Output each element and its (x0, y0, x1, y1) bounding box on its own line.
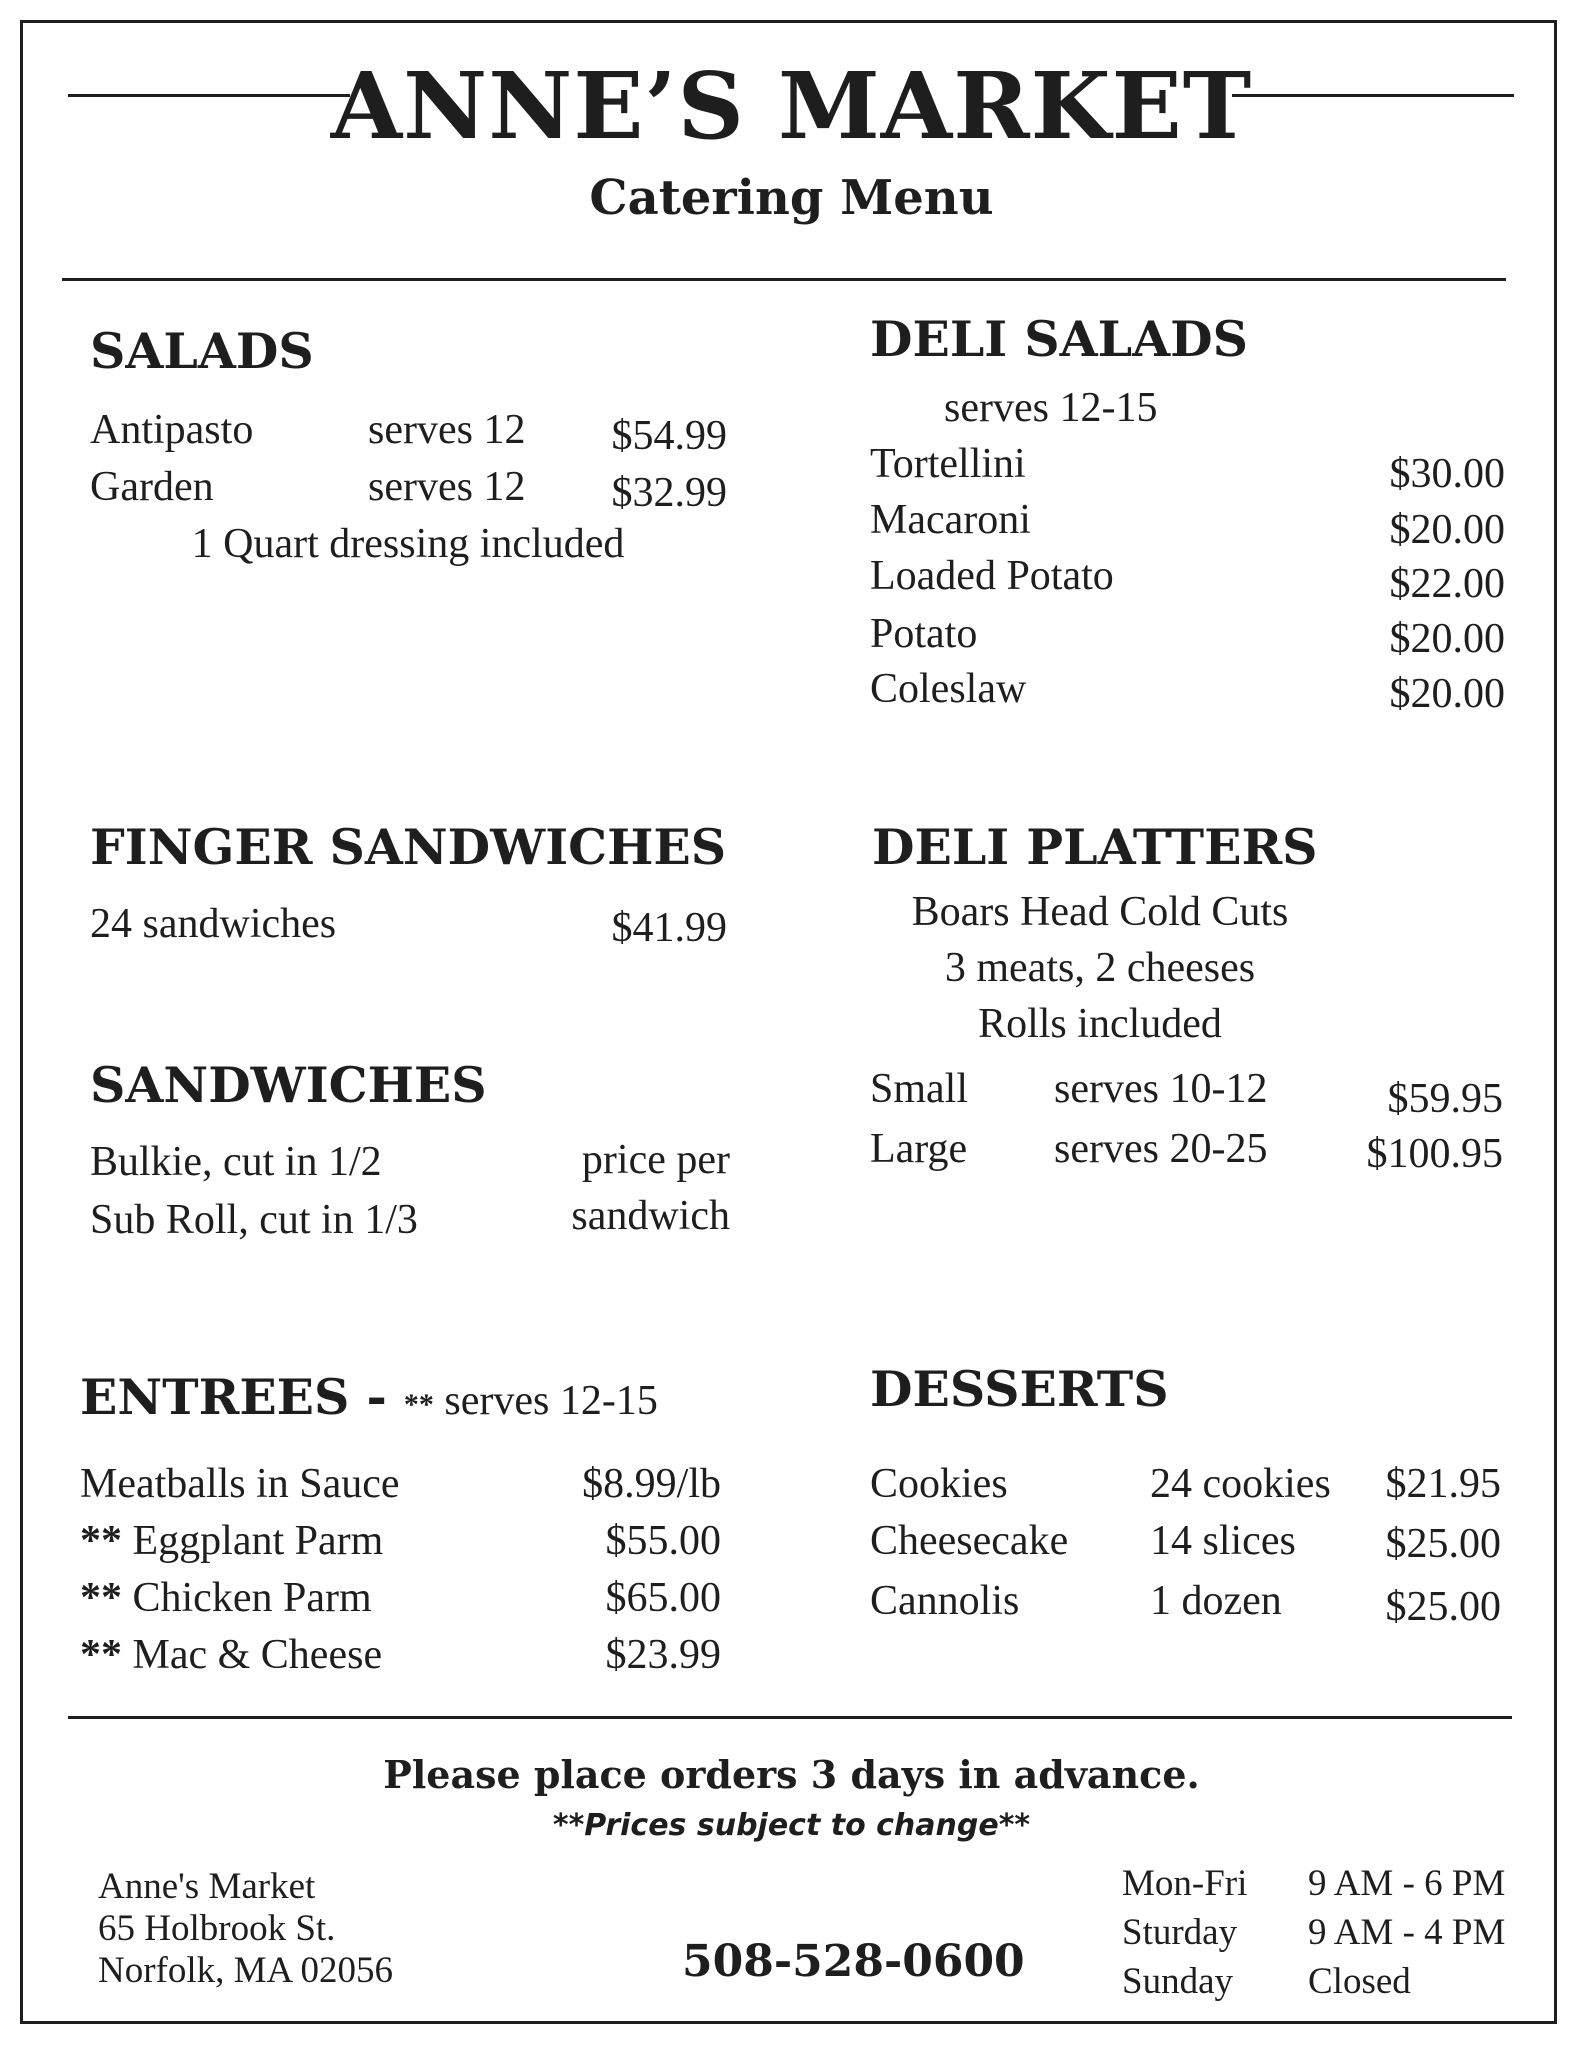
menu-item-price: $30.00 (1389, 451, 1505, 497)
entrees-note-stars: ** (403, 1388, 434, 1421)
salads-note: 1 Quart dressing included (191, 521, 625, 567)
section-heading-deli-salads: DELI SALADS (870, 310, 1249, 368)
page-title: ANNE’S MARKET (330, 52, 1253, 160)
section-heading-sandwiches: SANDWICHES (90, 1056, 487, 1114)
menu-item-qty: 1 dozen (1150, 1578, 1282, 1624)
entrees-note (404, 1378, 658, 1424)
menu-item-name: Cheesecake (870, 1518, 1069, 1564)
header-divider (62, 278, 1506, 281)
menu-item-price: $32.99 (611, 470, 727, 516)
entree-name: Eggplant Parm (132, 1518, 384, 1564)
menu-item-name: Coleslaw (870, 666, 1027, 712)
menu-item-name (80, 1460, 400, 1508)
menu-item-name: Tortellini (870, 441, 1026, 487)
menu-item-price: $21.95 (1385, 1461, 1501, 1507)
sandwiches-price-note: price per (581, 1137, 730, 1183)
menu-item-name: Small (870, 1066, 969, 1112)
menu-item-name (80, 1574, 372, 1622)
menu-item-price: $55.00 (605, 1518, 721, 1564)
entree-name: Chicken Parm (132, 1575, 372, 1621)
menu-item-qty: 14 slices (1150, 1518, 1296, 1564)
menu-item-price: $20.00 (1389, 671, 1505, 717)
menu-item-name: Macaroni (870, 497, 1031, 543)
entree-name: Mac & Cheese (132, 1632, 383, 1678)
menu-item-name: Potato (870, 611, 978, 657)
store-address (98, 1866, 393, 1992)
menu-item-name: Sub Roll, cut in 1/3 (90, 1197, 418, 1243)
menu-item-name: Bulkie, cut in 1/2 (90, 1139, 382, 1185)
section-heading-deli-platters: DELI PLATTERS (872, 818, 1318, 876)
menu-item-price: $8.99/lb (582, 1461, 721, 1507)
menu-item-name: Large (870, 1126, 968, 1172)
hours-time: 9 AM - 4 PM (1308, 1912, 1506, 1953)
entree-stars: ** (80, 1518, 122, 1564)
entree-stars: ** (80, 1575, 122, 1621)
page-subtitle: Catering Menu (589, 170, 994, 226)
order-notice: Please place orders 3 days in advance. (383, 1752, 1200, 1797)
menu-item-name (80, 1517, 383, 1565)
menu-item-price: $20.00 (1389, 507, 1505, 553)
entree-stars: ** (80, 1632, 122, 1678)
menu-item-name: Garden (90, 464, 214, 510)
hours-time: 9 AM - 6 PM (1308, 1863, 1506, 1904)
hours-time: Closed (1308, 1961, 1411, 2002)
menu-item-price: $22.00 (1389, 561, 1505, 607)
menu-item-price: $65.00 (605, 1575, 721, 1621)
menu-item-name: Cannolis (870, 1578, 1020, 1624)
address-line: Norfolk, MA 02056 (98, 1950, 393, 1991)
menu-item-price: $25.00 (1385, 1521, 1501, 1567)
section-heading-salads: SALADS (90, 322, 314, 380)
menu-item-name: 24 sandwiches (90, 901, 337, 947)
price-change-note: **Prices subject to change** (552, 1808, 1031, 1843)
menu-item-price: $59.95 (1387, 1076, 1503, 1122)
phone-number: 508-528-0600 (682, 1936, 1025, 1987)
entree-name: Meatballs in Sauce (80, 1461, 400, 1507)
address-line: Anne's Market (98, 1866, 316, 1907)
entrees-heading-text: ENTREES - (80, 1368, 387, 1426)
menu-item-price: $20.00 (1389, 616, 1505, 662)
deli-platters-desc: Rolls included (978, 1001, 1222, 1047)
section-heading-desserts: DESSERTS (870, 1360, 1169, 1418)
hours-day: Sturday (1122, 1912, 1238, 1953)
menu-item-price: $100.95 (1366, 1131, 1503, 1177)
deli-platters-desc: 3 meats, 2 cheeses (944, 945, 1256, 991)
menu-item-serves: serves 12 (368, 407, 526, 453)
menu-item-qty: 24 cookies (1150, 1461, 1331, 1507)
menu-item-serves: serves 12 (368, 464, 526, 510)
menu-item-serves: serves 20-25 (1054, 1126, 1268, 1172)
deli-salads-serves: serves 12-15 (944, 385, 1158, 431)
menu-item-price: $23.99 (605, 1632, 721, 1678)
address-line: 65 Holbrook St. (98, 1908, 336, 1949)
menu-item-name: Antipasto (90, 407, 254, 453)
menu-item-price: $54.99 (611, 413, 727, 459)
hours-day: Sunday (1122, 1961, 1233, 2002)
menu-item-name (80, 1631, 382, 1679)
sandwiches-price-note: sandwich (571, 1193, 730, 1239)
deli-platters-desc: Boars Head Cold Cuts (911, 889, 1289, 935)
section-heading-entrees (80, 1368, 658, 1426)
menu-item-price: $25.00 (1385, 1584, 1501, 1630)
footer-divider (68, 1716, 1512, 1719)
entrees-note-text: serves 12-15 (444, 1378, 658, 1424)
menu-item-name: Cookies (870, 1461, 1008, 1507)
menu-item-price: $41.99 (611, 905, 727, 951)
menu-item-name: Loaded Potato (870, 553, 1114, 599)
hours-day: Mon-Fri (1122, 1863, 1248, 1904)
menu-item-serves: serves 10-12 (1054, 1066, 1268, 1112)
section-heading-finger-sandwiches: FINGER SANDWICHES (90, 818, 727, 876)
